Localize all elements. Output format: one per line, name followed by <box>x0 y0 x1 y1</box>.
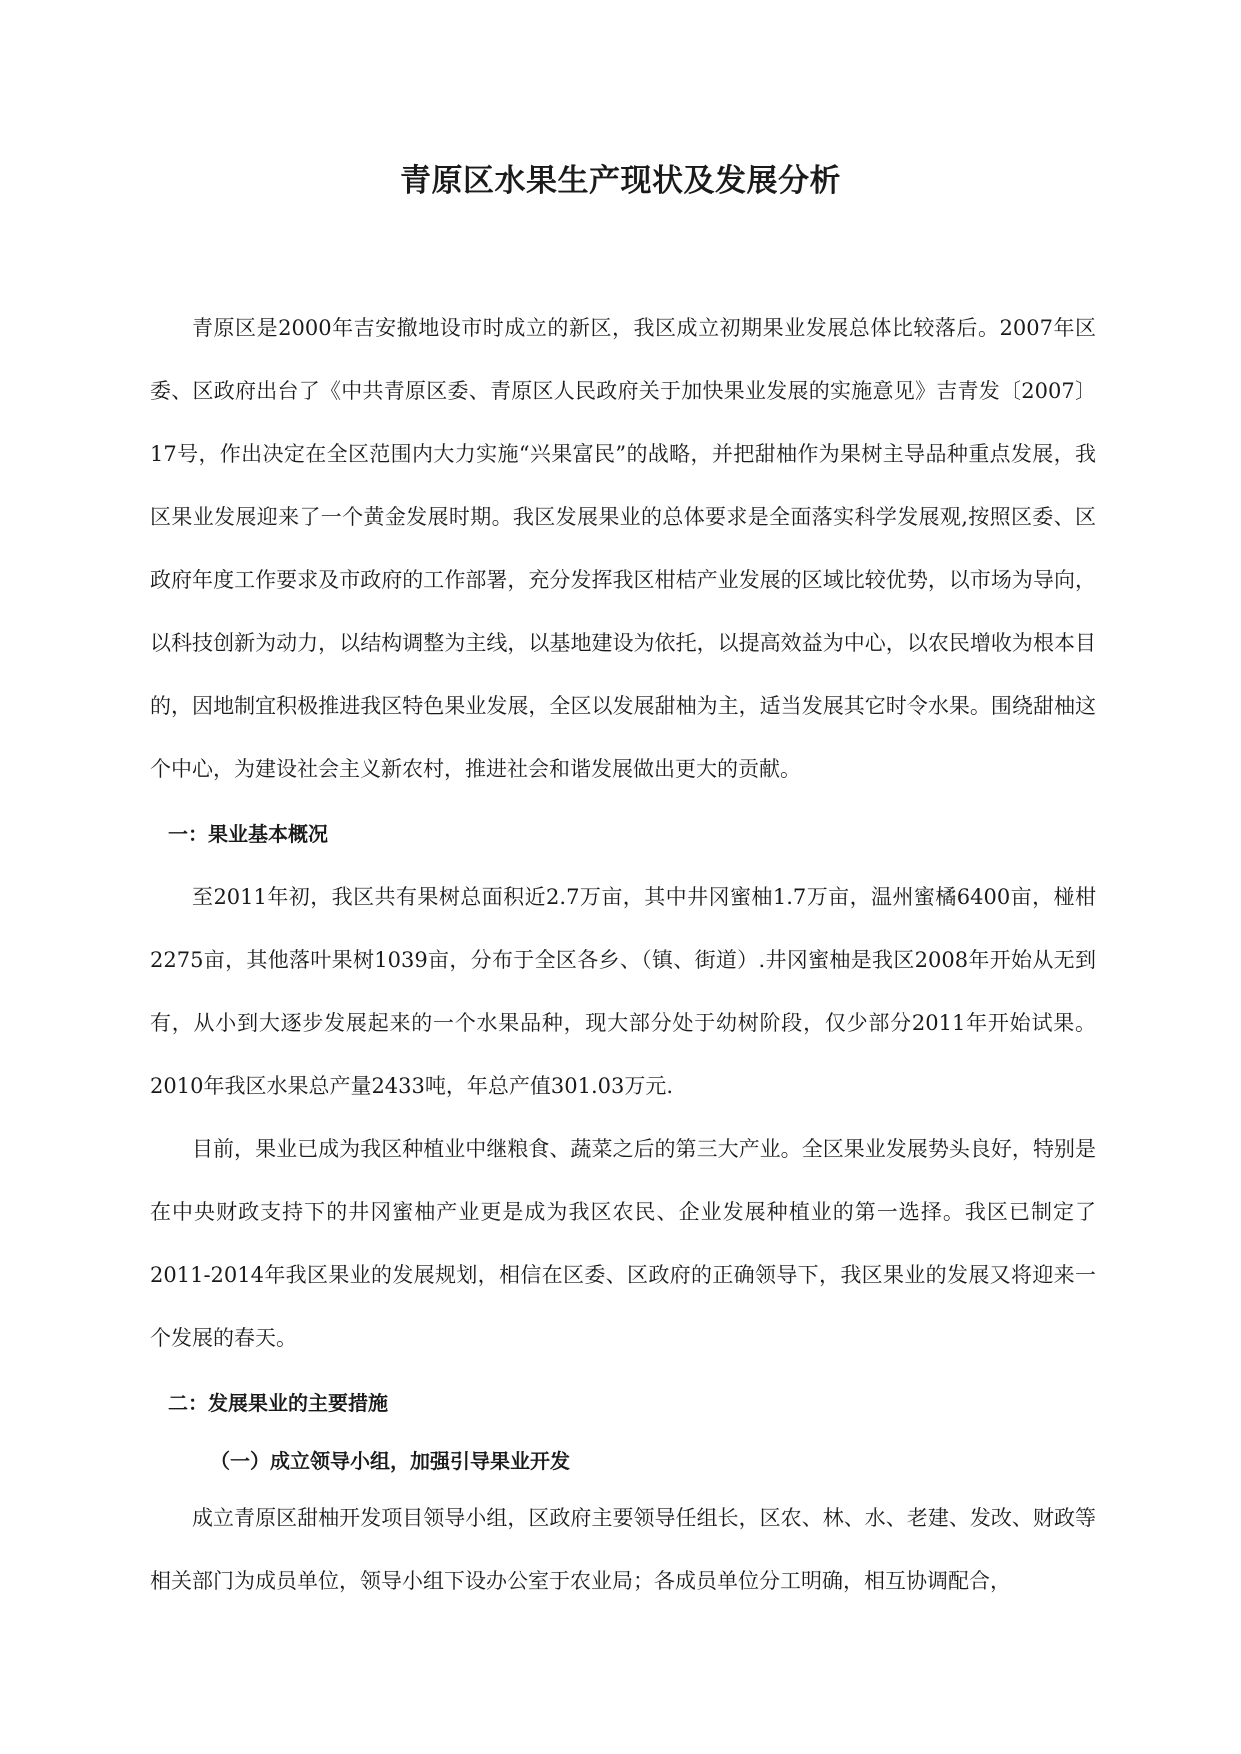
document-body <box>150 297 1096 1613</box>
section-1-heading: 一：果业基本概况 <box>168 822 328 846</box>
section-2-sub-1-paragraph-1: 成立青原区甜柚开发项目领导小组，区政府主要领导任组长，区农、林、水、老建、发改、财政等相关部门为成员单位，领导小组下设办公室于农业局；各成员单位分工明确，相互协调配合， <box>150 1506 1096 1593</box>
section-2-subheading-1: （一）成立领导小组，加强引导果业开发 <box>210 1449 570 1473</box>
document-title: 青原区水果生产现状及发展分析 <box>400 163 841 199</box>
intro-paragraph: 青原区是2000年吉安撤地设市时成立的新区，我区成立初期果业发展总体比较落后。2007年区委、区政府出台了《中共青原区委、青原区人民政府关于加快果业发展的实施意见》吉青发〔2007〕17号，作出决定在全区范围内大力实施“兴果富民”的战略，并把甜柚作为果树主导品种重点发展，我区果业发展迎来了一个黄金发展时期。我区发展果业的总体要求是全面落实科学发展观,按照区委、区政府年度工作要求及市政府的工作部署，充分发挥我区柑桔产业发展的区域比较优势，以市场为导向，以科技创新为动力，以结构调整为主线，以基地建设为依托，以提高效益为中心，以农民增收为根本目的，因地制宜积极推进我区特色果业发展，全区以发展甜柚为主，适当发展其它时令水果。围绕甜柚这个中心，为建设社会主义新农村，推进社会和谐发展做出更大的贡献。 <box>150 316 1096 781</box>
section-2-heading: 二：发展果业的主要措施 <box>168 1391 388 1415</box>
section-1-paragraph-1: 至2011年初，我区共有果树总面积近2.7万亩，其中井冈蜜柚1.7万亩，温州蜜橘6400亩，椪柑2275亩，其他落叶果树1039亩，分布于全区各乡、（镇、街道）.井冈蜜柚是我区2008年开始从无到有，从小到大逐步发展起来的一个水果品种，现大部分处于幼树阶段，仅少部分2011年开始试果。2010年我区水果总产量2433吨，年总产值301.03万元. <box>150 885 1096 1098</box>
section-1-paragraph-2: 目前，果业已成为我区种植业中继粮食、蔬菜之后的第三大产业。全区果业发展势头良好，特别是在中央财政支持下的井冈蜜柚产业更是成为我区农民、企业发展种植业的第一选择。我区已制定了2011-2014年我区果业的发展规划，相信在区委、区政府的正确领导下，我区果业的发展又将迎来一个发展的春天。 <box>150 1137 1096 1350</box>
